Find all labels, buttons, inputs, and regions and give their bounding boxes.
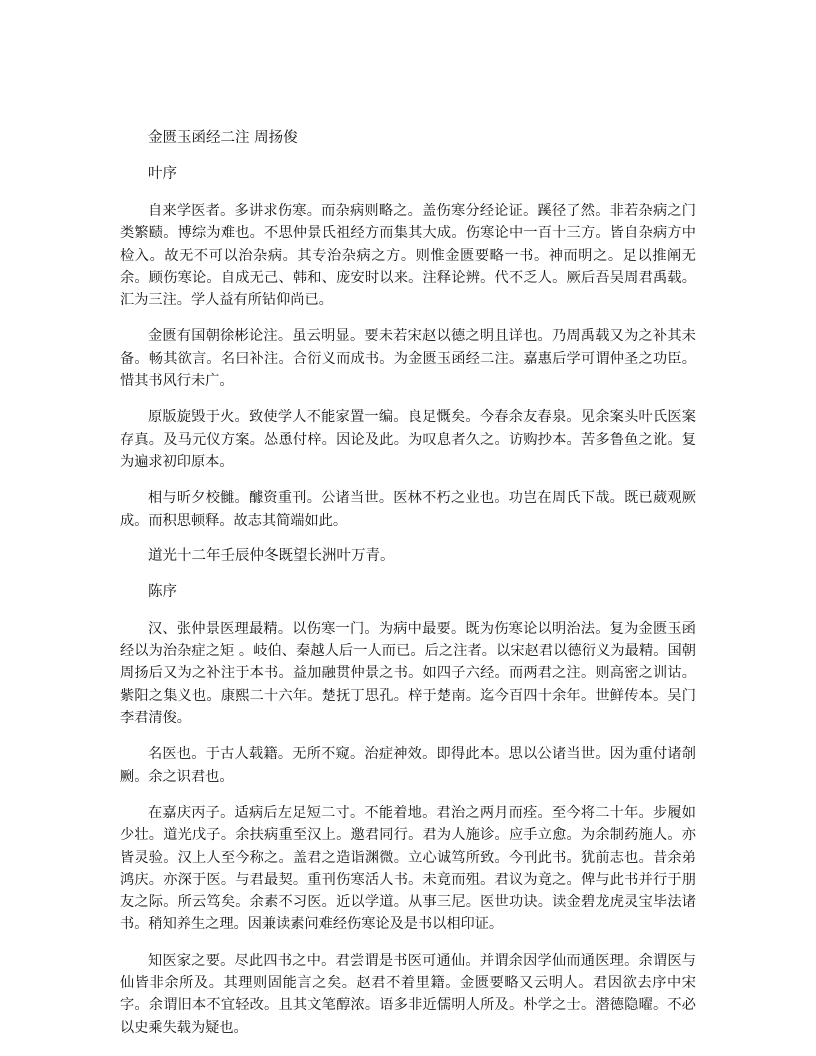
document-page [120, 128, 696, 1053]
paragraph: 汉、张仲景医理最精。以伤寒一门。为病中最要。既为伤寒论以明治法。复为金匮玉函经以为治杂症之矩 。岐伯、秦越人后一人而已。后之注者。以宋赵君以德衍义为最精。国朝周扬后又为之补注于本书。益加融贯仲景之书。如四子六经。而两君之注。则高密之训诂。紫阳之集义也。康熙二十六年。楚抚丁思孔。梓于楚南。迄今百四十余年。世鲜传本。吴门李君清俊。 [120, 620, 696, 727]
paragraph: 知医家之要。尽此四书之中。君尝谓是书医可通仙。并谓余因学仙而通医理。余谓医与仙皆非余所及。其理则固能言之矣。赵君不着里籍。金匮要略又云明人。君因欲去序中宋字。余谓旧本不宜轻改。且其文笔醇浓。语多非近儒明人所及。朴学之士。潜德隐曜。不必以史乘失载为疑也。 [120, 952, 696, 1036]
paragraph: 相与昕夕校雠。醵资重刊。公诸当世。医林不朽之业也。功岂在周氏下哉。既已葳观厥成。而积思顿释。故志其简端如此。 [120, 490, 696, 529]
section-heading-ye-preface: 叶序 [148, 166, 177, 182]
section-heading-chen-preface: 陈序 [148, 583, 177, 600]
paragraph: 在嘉庆丙子。适病后左足短二寸。不能着地。君治之两月而痊。至今将二十年。步履如少壮。道光戊子。余扶病重至汉上。邀君同行。君为人施诊。应手立愈。为余制药施人。亦皆灵验。汉上人至今称之。盖君之造诣渊微。立心诚笃所致。今刊此书。犹前志也。昔余弟鸿庆。亦深于医。与君最契。重刊伤寒活人书。未竟而殂。君议为竟之。俾与此书并行于朋友之际。所云笃矣。余素不习医。近以学道。从事三尼。医世功诀。读金碧龙虎灵宝毕法诸书。稍知养生之理。因兼读素问难经伤寒论及是书以相印证。 [120, 804, 696, 933]
document-title: 金匮玉函经二注 周扬俊 [148, 130, 298, 146]
paragraph: 名医也。于古人载籍。无所不窥。治症神效。即得此本。思以公诸当世。因为重付诸剞劂。余之识君也。 [120, 746, 696, 785]
paragraph: 自来学医者。多讲求伤寒。而杂病则略之。盖伤寒分经论证。蹊径了然。非若杂病之门类繁赜。博综为难也。不思仲景氏祖经方而集其大成。伤寒论中一百十三方。皆自杂病方中检入。故无不可以治杂病。其专治杂病之方。则惟金匮要略一书。神而明之。足以推阐无余。顾伤寒论。自成无己、韩和、庞安时以来。注释论辨。代不乏人。厥后吾吴周君禹载。汇为三注。学人益有所钻仰尚已。 [120, 203, 696, 309]
paragraph: 金匮有国朝徐彬论注。虽云明显。要未若宋赵以德之明且详也。乃周禹载又为之补其未备。畅其欲言。名曰补注。合衍义而成书。为金匮玉函经二注。嘉惠后学可谓仲圣之功臣。惜其书风行未广。 [120, 328, 696, 390]
preface-date-line: 道光十二年壬辰仲冬既望长洲叶万青。 [148, 547, 395, 564]
paragraph: 原版旋毁于火。致使学人不能家置一编。良足慨矣。今春余友春泉。见余案头叶氏医案存真。及马元仪方案。怂恿付梓。因论及此。为叹息者久之。访购抄本。苦多鲁鱼之讹。复为遍求初印原本。 [120, 409, 696, 470]
